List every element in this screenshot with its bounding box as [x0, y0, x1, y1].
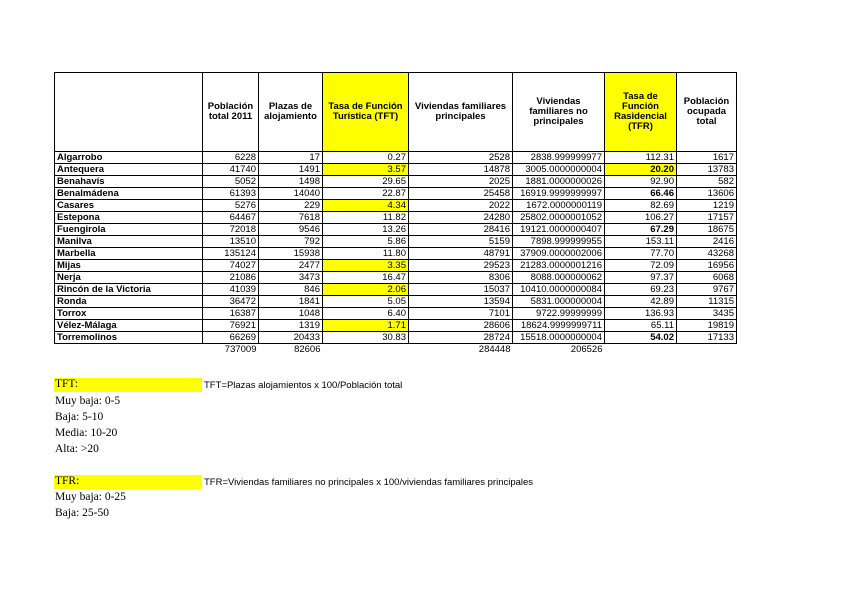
- cell-municipio: Nerja: [55, 272, 203, 284]
- cell-plazas: 846: [259, 284, 323, 296]
- cell-tfr: 72.09: [605, 260, 677, 272]
- cell-tft: 5.05: [323, 296, 409, 308]
- cell-viviendas-principales: 24280: [409, 212, 513, 224]
- cell-poblacion-ocupada: 582: [677, 176, 737, 188]
- total-plazas: 82606: [294, 344, 321, 355]
- header-row: [55, 73, 737, 152]
- cell-tft: 11.80: [323, 248, 409, 260]
- header-plazas: Plazas de alojamiento: [259, 73, 323, 152]
- cell-viviendas-principales: 5159: [409, 236, 513, 248]
- cell-municipio: Torrox: [55, 308, 203, 320]
- cell-tfr: 77.70: [605, 248, 677, 260]
- cell-tft: 11.82: [323, 212, 409, 224]
- cell-tft: 2.06: [323, 284, 409, 296]
- cell-plazas: 1491: [259, 164, 323, 176]
- cell-viviendas-no-principales: 19121.0000000407: [513, 224, 605, 236]
- cell-tft: 22.87: [323, 188, 409, 200]
- cell-tft: 1.71: [323, 320, 409, 332]
- cell-viviendas-principales: 29523: [409, 260, 513, 272]
- cell-plazas: 20433: [259, 332, 323, 344]
- total-empty: [323, 344, 409, 356]
- cell-viviendas-no-principales: 16919.9999999997: [513, 188, 605, 200]
- total-empty: [677, 344, 737, 356]
- cell-tfr: 20.20: [605, 164, 677, 176]
- tft-level-alta: Alta: >20: [55, 443, 99, 455]
- cell-viviendas-no-principales: 1672.0000000119: [513, 200, 605, 212]
- cell-plazas: 1841: [259, 296, 323, 308]
- cell-municipio: Antequera: [55, 164, 203, 176]
- header-poblacion: Población total 2011: [203, 73, 259, 152]
- tft-label: TFT:: [55, 378, 79, 390]
- cell-municipio: Mijas: [55, 260, 203, 272]
- cell-poblacion: 6228: [203, 152, 259, 164]
- cell-poblacion: 5276: [203, 200, 259, 212]
- cell-viviendas-no-principales: 15518.0000000004: [513, 332, 605, 344]
- cell-poblacion-ocupada: 11315: [677, 296, 737, 308]
- header-viviendas-principales: Viviendas familiares principales: [409, 73, 513, 152]
- cell-municipio: Fuengirola: [55, 224, 203, 236]
- header-viviendas-no-principales: Viviendas familiares no principales: [513, 73, 605, 152]
- table-row: [55, 248, 737, 260]
- cell-viviendas-principales: 15037: [409, 284, 513, 296]
- cell-poblacion: 74027: [203, 260, 259, 272]
- header-poblacion-ocupada: Población ocupada total: [677, 73, 737, 152]
- tft-level-muy-baja: Muy baja: 0-5: [55, 395, 121, 407]
- cell-tft: 3.35: [323, 260, 409, 272]
- cell-tft: 3.57: [323, 164, 409, 176]
- table-row: [55, 272, 737, 284]
- header-tft: Tasa de Función Turística (TFT): [323, 73, 409, 152]
- cell-plazas: 1498: [259, 176, 323, 188]
- cell-poblacion-ocupada: 17157: [677, 212, 737, 224]
- table-row: [55, 296, 737, 308]
- cell-tft: 6.40: [323, 308, 409, 320]
- table-row: [55, 188, 737, 200]
- cell-tft: 29.65: [323, 176, 409, 188]
- cell-tfr: 112.31: [605, 152, 677, 164]
- cell-poblacion-ocupada: 6068: [677, 272, 737, 284]
- cell-poblacion-ocupada: 3435: [677, 308, 737, 320]
- table-row: [55, 200, 737, 212]
- cell-municipio: Estepona: [55, 212, 203, 224]
- cell-viviendas-no-principales: 21283.0000001216: [513, 260, 605, 272]
- cell-plazas: 9546: [259, 224, 323, 236]
- cell-poblacion-ocupada: 19819: [677, 320, 737, 332]
- cell-municipio: Rincón de la Victoria: [55, 284, 203, 296]
- tft-level-baja: Baja: 5-10: [55, 411, 104, 423]
- table-row: [55, 320, 737, 332]
- tfr-label: TFR:: [55, 475, 80, 487]
- table-row: [55, 176, 737, 188]
- cell-viviendas-principales: 28416: [409, 224, 513, 236]
- cell-tft: 16.47: [323, 272, 409, 284]
- cell-viviendas-principales: 28724: [409, 332, 513, 344]
- cell-poblacion-ocupada: 17133: [677, 332, 737, 344]
- table-row: [55, 212, 737, 224]
- cell-viviendas-no-principales: 5831.000000004: [513, 296, 605, 308]
- table-row: [55, 332, 737, 344]
- cell-tfr: 67.29: [605, 224, 677, 236]
- cell-viviendas-no-principales: 7898.999999955: [513, 236, 605, 248]
- cell-viviendas-principales: 13594: [409, 296, 513, 308]
- cell-viviendas-no-principales: 3005.0000000004: [513, 164, 605, 176]
- cell-plazas: 1048: [259, 308, 323, 320]
- cell-viviendas-no-principales: 9722.99999999: [513, 308, 605, 320]
- cell-tfr: 42.89: [605, 296, 677, 308]
- municipal-data-table: [54, 72, 737, 355]
- tfr-formula: TFR=Viviendas familiares no principales x 100/viviendas familiares principales: [204, 477, 534, 488]
- totals-row: [55, 344, 737, 356]
- header-tfr: Tasa de Función Rasidencial (TFR): [605, 73, 677, 152]
- cell-tfr: 69.23: [605, 284, 677, 296]
- table-row: [55, 284, 737, 296]
- cell-poblacion: 61393: [203, 188, 259, 200]
- cell-poblacion: 16387: [203, 308, 259, 320]
- cell-viviendas-principales: 2025: [409, 176, 513, 188]
- cell-viviendas-principales: 2528: [409, 152, 513, 164]
- cell-tfr: 82.69: [605, 200, 677, 212]
- cell-poblacion: 64467: [203, 212, 259, 224]
- tft-formula: TFT=Plazas alojamientos x 100/Población total: [204, 380, 403, 391]
- cell-viviendas-principales: 2022: [409, 200, 513, 212]
- cell-municipio: Vélez-Málaga: [55, 320, 203, 332]
- cell-tft: 30.83: [323, 332, 409, 344]
- total-viviendas-no-principales: 206526: [570, 344, 603, 355]
- cell-tft: 5.86: [323, 236, 409, 248]
- cell-tfr: 153.11: [605, 236, 677, 248]
- total-empty: [605, 344, 677, 356]
- cell-viviendas-no-principales: 1881.0000000026: [513, 176, 605, 188]
- cell-poblacion-ocupada: 1617: [677, 152, 737, 164]
- cell-municipio: Manilva: [55, 236, 203, 248]
- cell-poblacion: 36472: [203, 296, 259, 308]
- cell-poblacion: 135124: [203, 248, 259, 260]
- cell-plazas: 7618: [259, 212, 323, 224]
- table-row: [55, 152, 737, 164]
- cell-tfr: 136.93: [605, 308, 677, 320]
- tfr-level-baja: Baja: 25-50: [55, 507, 109, 519]
- cell-poblacion: 41039: [203, 284, 259, 296]
- cell-tft: 0.27: [323, 152, 409, 164]
- cell-poblacion-ocupada: 18675: [677, 224, 737, 236]
- cell-municipio: Algarrobo: [55, 152, 203, 164]
- cell-viviendas-no-principales: 2838.999999977: [513, 152, 605, 164]
- cell-poblacion: 66269: [203, 332, 259, 344]
- cell-viviendas-principales: 48791: [409, 248, 513, 260]
- cell-poblacion-ocupada: 2416: [677, 236, 737, 248]
- cell-poblacion-ocupada: 13606: [677, 188, 737, 200]
- total-label: [55, 344, 203, 356]
- cell-plazas: 17: [259, 152, 323, 164]
- total-viviendas-principales: 284448: [478, 344, 511, 355]
- cell-viviendas-principales: 28606: [409, 320, 513, 332]
- cell-viviendas-principales: 25458: [409, 188, 513, 200]
- table-row: [55, 164, 737, 176]
- cell-poblacion-ocupada: 9767: [677, 284, 737, 296]
- cell-viviendas-no-principales: 8088.000000062: [513, 272, 605, 284]
- cell-plazas: 3473: [259, 272, 323, 284]
- cell-municipio: Benalmádena: [55, 188, 203, 200]
- cell-plazas: 792: [259, 236, 323, 248]
- cell-poblacion: 21086: [203, 272, 259, 284]
- cell-municipio: Torremolinos: [55, 332, 203, 344]
- header-municipio: [55, 73, 203, 152]
- cell-viviendas-principales: 8306: [409, 272, 513, 284]
- cell-tfr: 66.46: [605, 188, 677, 200]
- cell-viviendas-no-principales: 25802.0000001052: [513, 212, 605, 224]
- cell-municipio: Marbella: [55, 248, 203, 260]
- cell-municipio: Casares: [55, 200, 203, 212]
- cell-municipio: Ronda: [55, 296, 203, 308]
- cell-viviendas-principales: 7101: [409, 308, 513, 320]
- cell-municipio: Benahavís: [55, 176, 203, 188]
- cell-viviendas-no-principales: 37909.0000002006: [513, 248, 605, 260]
- cell-plazas: 1319: [259, 320, 323, 332]
- cell-tft: 13.26: [323, 224, 409, 236]
- cell-tfr: 106.27: [605, 212, 677, 224]
- table-row: [55, 308, 737, 320]
- cell-poblacion-ocupada: 43268: [677, 248, 737, 260]
- cell-tfr: 92.90: [605, 176, 677, 188]
- cell-poblacion: 72018: [203, 224, 259, 236]
- cell-viviendas-no-principales: 10410.0000000084: [513, 284, 605, 296]
- cell-poblacion-ocupada: 13783: [677, 164, 737, 176]
- cell-poblacion: 5052: [203, 176, 259, 188]
- table-row: [55, 236, 737, 248]
- cell-tfr: 65.11: [605, 320, 677, 332]
- cell-tft: 4.34: [323, 200, 409, 212]
- cell-poblacion: 13510: [203, 236, 259, 248]
- cell-plazas: 15938: [259, 248, 323, 260]
- cell-poblacion: 76921: [203, 320, 259, 332]
- cell-tfr: 54.02: [605, 332, 677, 344]
- cell-plazas: 229: [259, 200, 323, 212]
- total-poblacion: 737009: [224, 344, 257, 355]
- cell-plazas: 2477: [259, 260, 323, 272]
- cell-tfr: 97.37: [605, 272, 677, 284]
- cell-plazas: 14040: [259, 188, 323, 200]
- tfr-level-muy-baja: Muy baja: 0-25: [55, 491, 126, 503]
- cell-poblacion-ocupada: 1219: [677, 200, 737, 212]
- table-row: [55, 260, 737, 272]
- tft-level-media: Media: 10-20: [55, 427, 118, 439]
- cell-viviendas-principales: 14878: [409, 164, 513, 176]
- cell-poblacion: 41740: [203, 164, 259, 176]
- table-row: [55, 224, 737, 236]
- cell-viviendas-no-principales: 18624.9999999711: [513, 320, 605, 332]
- cell-poblacion-ocupada: 16956: [677, 260, 737, 272]
